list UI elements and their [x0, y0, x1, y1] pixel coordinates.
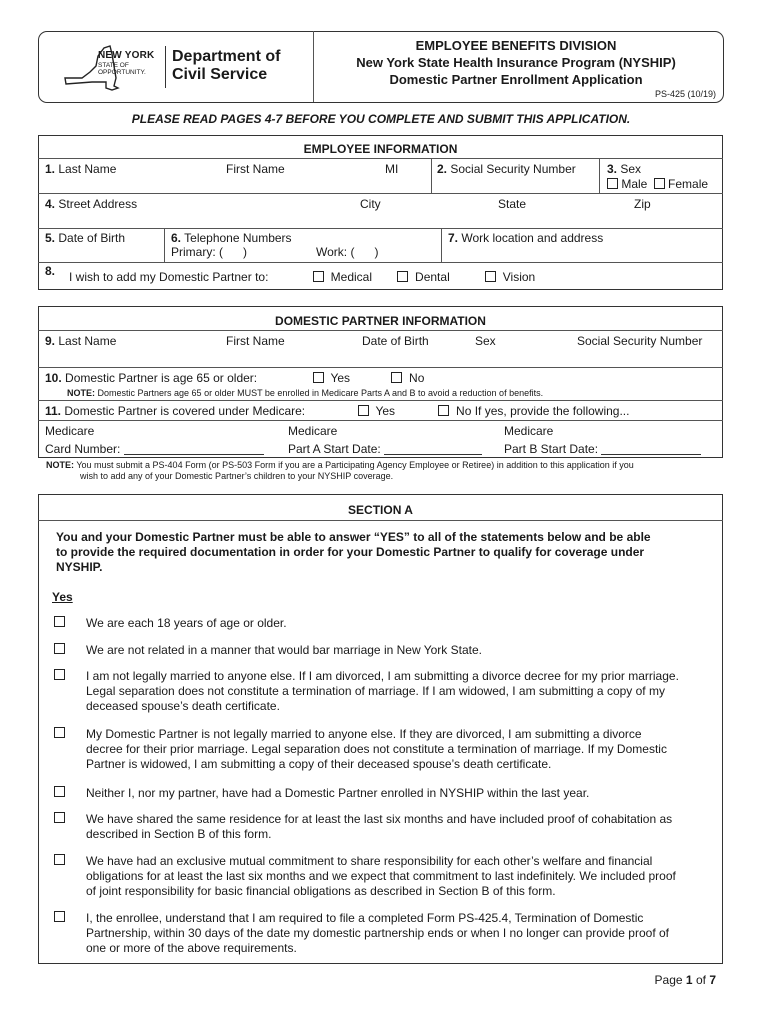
statement-3-checkbox[interactable]: [54, 669, 65, 680]
medicare-options: Yes No If yes, provide the following...: [358, 404, 629, 418]
employee-sex-options: Male Female: [607, 177, 708, 191]
dental-checkbox[interactable]: [397, 271, 408, 282]
date-of-birth-label: 5. Date of Birth: [45, 231, 126, 245]
part-a-label: Medicare Part A Start Date:: [288, 422, 482, 458]
work-phone-label: Work: ( ): [316, 245, 379, 259]
section-a-intro: You and your Domestic Partner must be able to answer “YES” to all of the statements below and be able to provide the required documentation in order for your Domestic Partner to qualify for coverage under NYSHIP.: [56, 530, 651, 574]
medicare-card-label: Medicare Card Number:: [45, 422, 264, 458]
logo-tagline: STATE OF OPPORTUNITY.: [98, 62, 146, 76]
partner-first-name-label: First Name: [226, 334, 285, 348]
male-checkbox[interactable]: [607, 178, 618, 189]
partner-last-name-label: 9. Last Name: [45, 334, 117, 348]
medicare-question: 11. Domestic Partner is covered under Medicare:: [45, 404, 306, 418]
medicare-no-checkbox[interactable]: [438, 405, 449, 416]
female-checkbox[interactable]: [654, 178, 665, 189]
telephone-label: 6. Telephone Numbers: [171, 231, 292, 245]
yes-column-header: Yes: [52, 590, 73, 604]
city-label: City: [360, 197, 381, 211]
part-b-date-line[interactable]: [601, 443, 701, 455]
division-title: EMPLOYEE BENEFITS DIVISION: [415, 38, 617, 53]
form-title: Domestic Partner Enrollment Application: [389, 72, 643, 87]
employee-mi-label: MI: [385, 162, 399, 176]
partner-dob-label: Date of Birth: [362, 334, 429, 348]
part-b-label: Medicare Part B Start Date:: [504, 422, 701, 458]
statement-2-checkbox[interactable]: [54, 643, 65, 654]
medicare-yes-checkbox[interactable]: [358, 405, 369, 416]
partner-ssn-label: Social Security Number: [577, 334, 703, 348]
employee-sex-label: 3. Sex: [607, 162, 642, 176]
read-instruction: PLEASE READ PAGES 4-7 BEFORE YOU COMPLETE AND SUBMIT THIS APPLICATION.: [131, 112, 631, 126]
program-title: New York State Health Insurance Program (NYSHIP): [356, 55, 676, 70]
partner-info-title: DOMESTIC PARTNER INFORMATION: [275, 314, 486, 328]
statement-8-checkbox[interactable]: [54, 911, 65, 922]
vision-checkbox[interactable]: [485, 271, 496, 282]
employee-first-name-label: First Name: [226, 162, 285, 176]
statement-7-checkbox[interactable]: [54, 854, 65, 865]
street-address-label: 4. Street Address: [45, 197, 138, 211]
logo-dept-line1: Department of: [172, 48, 281, 65]
nys-logo: [62, 40, 307, 98]
employee-info-title: EMPLOYEE INFORMATION: [303, 142, 458, 156]
children-note: NOTE: You must submit a PS-404 Form (or PS-503 Form if you are a Participating Agency Employee or Retiree) in addition to this application if you wish to add any of your Domestic Partner’s children to your NYSHIP coverage.: [46, 460, 634, 481]
age65-no-checkbox[interactable]: [391, 372, 402, 383]
partner-sex-label: Sex: [475, 334, 496, 348]
statement-5-checkbox[interactable]: [54, 786, 65, 797]
age65-note: NOTE: Domestic Partners age 65 or older MUST be enrolled in Medicare Parts A and B to avoid a reduction of benefits.: [67, 388, 544, 398]
logo-state-name: NEW YORK: [98, 50, 155, 61]
age65-options: Yes No: [313, 371, 424, 385]
statement-4-checkbox[interactable]: [54, 727, 65, 738]
employee-ssn-label: 2. Social Security Number: [437, 162, 576, 176]
state-label: State: [498, 197, 527, 211]
medicare-card-number-line[interactable]: [124, 443, 264, 455]
statement-1-checkbox[interactable]: [54, 616, 65, 627]
statement-6-checkbox[interactable]: [54, 812, 65, 823]
add-partner-label: I wish to add my Domestic Partner to:: [69, 270, 269, 284]
age65-question: 10. Domestic Partner is age 65 or older:: [45, 371, 258, 385]
work-location-label: 7. Work location and address: [448, 231, 604, 245]
primary-phone-label: Primary: ( ): [171, 245, 247, 259]
logo-dept-line2: Civil Service: [172, 66, 268, 83]
form-number: PS-425 (10/19): [654, 89, 716, 99]
coverage-options: Medical Dental Vision: [313, 270, 535, 284]
part-a-date-line[interactable]: [384, 443, 482, 455]
age65-yes-checkbox[interactable]: [313, 372, 324, 383]
page-number: Page 1 of 7: [654, 973, 716, 987]
zip-label: Zip: [634, 197, 651, 211]
field8-number: 8.: [45, 264, 56, 278]
section-a-title: SECTION A: [348, 503, 413, 517]
employee-last-name-label: 1. Last Name: [45, 162, 117, 176]
medical-checkbox[interactable]: [313, 271, 324, 282]
